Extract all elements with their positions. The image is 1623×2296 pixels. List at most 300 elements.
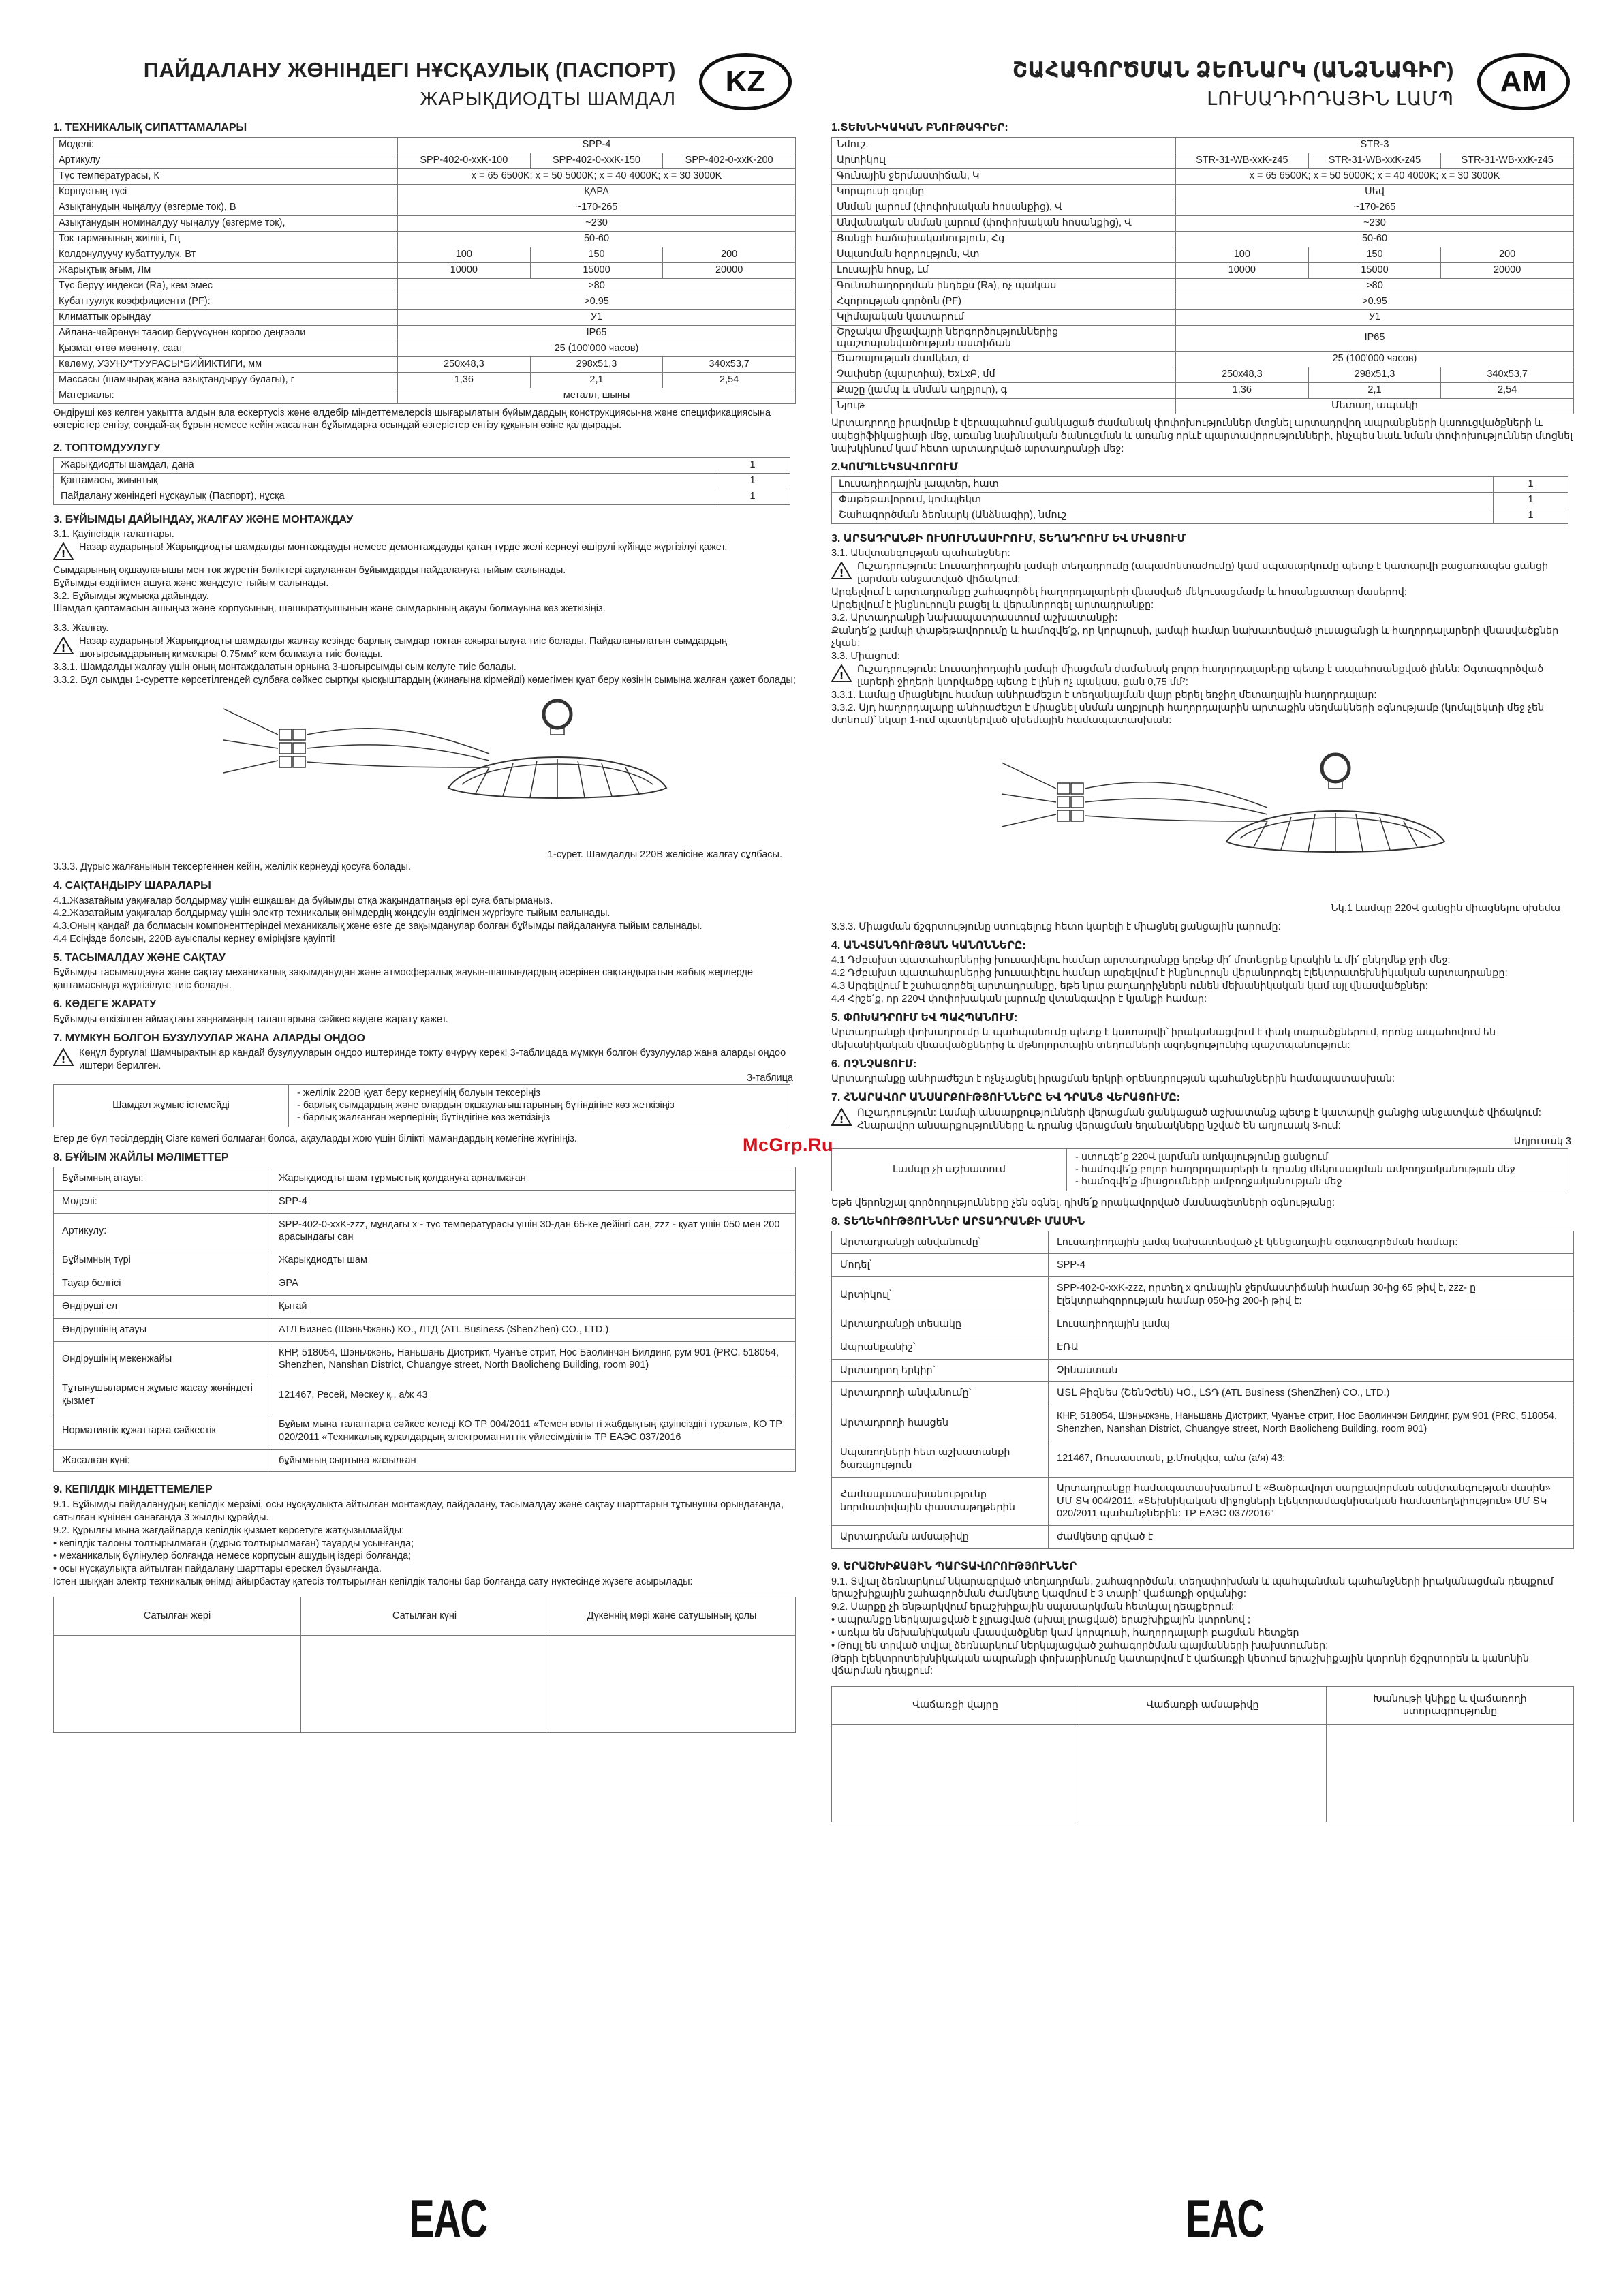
info-value: КНР, 518054, Шэньчжэнь, Наньшань Дистрикт, Чуанъе стрит, Нос Баолинчэн Билдинг, рум 901 (PRC, 518054, Shenzhen, Nanshan District, Chuangye street, North Baolicheng Building, room 901) xyxy=(270,1341,796,1377)
info-label: Արտադրանքի անվանումը՝ xyxy=(832,1231,1049,1254)
wiring-diagram xyxy=(831,733,1574,903)
kz-warning-3 xyxy=(53,1047,796,1073)
kz-p3f: 3.3.2. Бұл сымды 1-суретте көрсетілгендей сұлбаға сәйкес сыртқы қысқыштардың (жинағына кірмейді) көмегімен қуат беру көзінің сымына жалған қажет болады; xyxy=(53,674,796,686)
kz-wiring-figure xyxy=(53,692,796,849)
spec-value: ҚАРА xyxy=(398,184,796,200)
table-row xyxy=(54,457,790,473)
info-label: Моделі: xyxy=(54,1190,270,1213)
kz-product-info-table xyxy=(53,1167,796,1473)
pkg-qty: 1 xyxy=(1494,508,1568,523)
warning-icon xyxy=(831,560,857,583)
am-note: Արտադրողը իրավունք է վերապահում ցանկացած ժամանակ փոփոխություններ մտցնել արտադրվող ապրանքների կառուցվածքների և սպեցիֆիկացիայի մեջ, առանց նախնական ծանուցման և առանց որևէ պարտավորությունների, ինչպես նաև նման փոփոխություններ մտցնել նախկինում կամ հետո արտադրված արտադրանքի մեջ: xyxy=(831,417,1573,455)
fault-cell: Լամպը չի աշխատում xyxy=(832,1149,1067,1191)
kz-s1-heading: 1. ТЕХНИКАЛЫҚ СИПАТТАМАЛАРЫ xyxy=(53,122,247,134)
spec-label: Айлана-чөйрөнүн таасир берүүсүнөн коргоо деңгээли xyxy=(54,325,398,341)
info-value: ЭРА xyxy=(270,1272,796,1296)
table-row xyxy=(54,1190,796,1213)
remedy-cell: - желілік 220В қуат беру кернеуінің болуын тексеріңіз - барлық сымдардың және олардың оқшаулағыштарының бүтіндігіне көз жеткізіңіз - барлық жалғанған жерлерінің бүтіндігіне көз жеткізіңіз xyxy=(289,1085,790,1127)
spec-label: Չափսեր (պարտիա), ԵxԼxԲ, մմ xyxy=(832,367,1176,382)
am-p3g: 3.3.3. Միացման ճշգրտությունը ստուգելուց հետո կարելի է միացնել ցանցային լարումը: xyxy=(831,921,1281,932)
kz-spec-table xyxy=(53,137,796,404)
kz-p9: 9.2. Құрылғы мына жағдайларда кепілдік қызмет көрсетуге жатқызылмайды: xyxy=(53,1525,405,1536)
kz-s3-1: 3.1. Қауіпсіздік талаптары. xyxy=(53,529,174,540)
spec-label: Նմուշ. xyxy=(832,137,1176,153)
am-warning-3 xyxy=(831,1107,1574,1133)
spec-label: Լուսային հոսք, Լմ xyxy=(832,262,1176,278)
warning-text: Көңүл бургула! Шамчырактын ар кандай бузулууларын оңдоо иштеринде токту өчүрүү керек! 3-таблицада мүмкүн болгон бузулуулар жана аларды оңдоо иштери берилген. xyxy=(79,1047,786,1071)
warning-text: Назар аударыңыз! Жарықдиодты шамдалды монтаждауды немесе демонтаждауды қатаң түрде желі кернеуі өшірулі күйінде жүргізілуі қажет. xyxy=(79,542,728,553)
spec-label: Ցանցի հաճախականություն, Հց xyxy=(832,231,1176,247)
spec-value: 2,54 xyxy=(1441,382,1574,398)
spec-value: SPP-402-0-xxK-150 xyxy=(530,153,663,168)
info-value: ԷՌԱ xyxy=(1049,1336,1574,1359)
warranty-cell xyxy=(548,1636,795,1732)
spec-label: Անվանական սնման լարում (փոփոխական հոսանքից), Վ xyxy=(832,215,1176,231)
pkg-item: Շահագործման ձեռնարկ (Անձնագիր), նմուշ xyxy=(832,508,1494,523)
pkg-item: Լուսադիոդային լապտեր, հատ xyxy=(832,476,1494,492)
spec-label: Կորպուսի գույնը xyxy=(832,184,1176,200)
am-product-info-table xyxy=(831,1231,1574,1550)
table-row xyxy=(54,1377,796,1413)
info-value: Արտադրանքը համապատասխանում է «Ցածրավոլտ սարքավորման անվտանգության մասին» ՄՄ ՏԿ 004/2011, «Տեխնիկական միջոցների էլեկտրամագնիսական համատեղելիություն» ՄՄ ՏԿ 020/2011 պահանջներին: ТР ЕАЭС 037/2016" xyxy=(1049,1477,1574,1526)
kz-p9: • осы нұсқаулықта айтылған пайдалану шарттары ерескел бұзылғанда. xyxy=(53,1563,382,1575)
spec-value: 2,1 xyxy=(1308,382,1441,398)
eac-logo-am: EAC xyxy=(1186,2188,1264,2248)
am-p3f: 3.3.2. Այդ հաղորդալարը անհրաժեշտ է միացնել սնման աղբյուրի հաղորդալարին արտաքին սեղմակների օգնությամբ (կոմպլեկտի մեջ չեն մտնում)՝ նկար 1-ում պատկերված սխեմային համապատասխան: xyxy=(831,702,1545,726)
info-label: Бұйымның түрі xyxy=(54,1249,270,1272)
pkg-item: Փաթեթավորում, կոմպլեկտ xyxy=(832,492,1494,508)
kz-s8-heading: 8. БҰЙЫМ ЖАЙЛЫ МӘЛІМЕТТЕР xyxy=(53,1152,229,1164)
spec-value: 20000 xyxy=(663,262,796,278)
spec-value: x = 65 6500K; x = 50 5000K; x = 40 4000K; x = 30 3000K xyxy=(398,168,796,184)
spec-value: 200 xyxy=(1441,247,1574,262)
kz-p4a: 4.1.Жазатайым уақиғалар болдырмау үшін ешқашан да бұйымды отқа жақындатпаңыз әрі суға батырмаңыз. xyxy=(53,895,553,906)
info-label: Արտադրման ամսաթիվը xyxy=(832,1526,1049,1549)
spec-value: 250х48,3 xyxy=(1176,367,1309,382)
kz-s3-heading: 3. БҰЙЫМДЫ ДАЙЫНДАУ, ЖАЛҒАУ ЖӘНЕ МОНТАЖДАУ xyxy=(53,513,354,525)
spec-value: STR-31-WB-xxK-z45 xyxy=(1176,153,1309,168)
kz-p4b: 4.2.Жазатайым уақиғалар болдырмау үшін электр техникалық өнімдердің жөндеуін өздігімен жүргізуге тыйым салынады. xyxy=(53,908,610,919)
info-value: КНР, 518054, Шэньчжэнь, Наньшань Дистрикт, Чуанъе стрит, Нос Баолинчэн Билдинг, рум 901 (PRC, 518054, Shenzhen, Nanshan District, Chuangye street, North Baolicheng Building, room 901) xyxy=(1049,1405,1574,1441)
am-p3d: Քանդե՛ք լամպի փաթեթավորումը և համոզվե՛ք, որ կորպուսի, լամպի համար նախատեսված լուսացանցի և հաղորդալարերի վնասվածքներ չկան: xyxy=(831,625,1559,649)
warranty-header: Խանութի կնիքը և վաճառողի ստորագրությունը xyxy=(1373,1694,1527,1717)
kz-p3c: 3.2. Бұйымды жұмысқа дайындау. xyxy=(53,590,209,602)
warning-text: Ուշադրություն: Լուսադիոդային լամպի տեղադրումը (ապամոնտաժումը) կամ սպասարկումը պետք է կատարվի բացառապես ցանցի լարման անջատված վիճակում: xyxy=(857,561,1549,585)
info-label: Սպառողների հետ աշխատանքի ծառայություն xyxy=(832,1441,1049,1478)
spec-label: Ծառայության ժամկետ, ժ xyxy=(832,351,1176,367)
kz-title: ПАЙДАЛАНУ ЖӨНІНДЕГІ НҰСҚАУЛЫҚ (ПАСПОРТ) xyxy=(143,58,676,82)
kz-subtitle: ЖАРЫҚДИОДТЫ ШАМДАЛ xyxy=(420,88,676,109)
wiring-diagram xyxy=(53,692,796,849)
table-row xyxy=(54,1413,796,1449)
warranty-cell xyxy=(301,1636,548,1732)
spec-label: Климаттык орындау xyxy=(54,309,398,325)
spec-value: 10000 xyxy=(1176,262,1309,278)
spec-value: STR-31-WB-xxK-z45 xyxy=(1308,153,1441,168)
table-row xyxy=(54,1449,796,1472)
info-value: 121467, Ресей, Мәскеу қ., а/ж 43 xyxy=(270,1377,796,1413)
am-s8-heading: 8. ՏԵՂԵԿՈՒԹՅՈՒՆՆԵՐ ԱՐՏԱԴՐԱՆՔԻ ՄԱՍԻՆ xyxy=(831,1216,1085,1228)
am-s5-heading: 5. ՓՈԽԱԴՐՈՒՄ ԵՎ ՊԱՀՊԱՆՈՒՄ: xyxy=(831,1011,1018,1024)
spec-label: Գունային ջերմաստիճան, Կ xyxy=(832,168,1176,184)
info-label: Արտադրող երկիր՝ xyxy=(832,1359,1049,1382)
kz-p5: Бұйымды тасымалдауға және сақтау механикалық зақымданудан және атмосфералық жауын-шашындардың әсерінен сақтандыратын жабық жерлерде қаптамасында жүргізілуге тиіс болады. xyxy=(53,967,754,992)
am-p9: 9.2. Սարքը չի ենթարկվում երաշխիքային սպասարկման հետևյալ դեպքերում: xyxy=(831,1602,1235,1613)
spec-value: металл, шыны xyxy=(398,388,796,403)
kz-p3g: 3.3.3. Дұрыс жалғанынын тексергеннен кейін, желілік кернеуді қосуға болады. xyxy=(53,861,411,873)
spec-value: >80 xyxy=(398,278,796,294)
info-value: Լուսադիոդային լամպ նախատեսված չէ կենցաղային օգտագործման համար: xyxy=(1049,1231,1574,1254)
kz-figure-caption: 1-сурет. Шамдалды 220В желісіне жалғау сұлбасы. xyxy=(547,848,782,860)
spec-label: Հզորության գործոն (PF) xyxy=(832,294,1176,309)
warning-icon xyxy=(831,663,857,686)
spec-value: 15000 xyxy=(1308,262,1441,278)
am-s7-heading: 7. ՀՆԱՐԱՎՈՐ ԱՆՍԱՐՔՈՒԹՅՈՒՆՆԵՐԸ ԵՎ ԴՐԱՆՑ ՎԵՐԱՑՈՒՄԸ: xyxy=(831,1092,1181,1104)
info-label: Ապրանքանիշ՝ xyxy=(832,1336,1049,1359)
info-label: Нормативтік құжаттарға сәйкестік xyxy=(54,1413,270,1449)
pkg-qty: 1 xyxy=(715,457,790,473)
spec-value: Մետաղ, ապակի xyxy=(1176,398,1574,414)
am-p9: • Թույլ են տրված տվյալ ձեռնարկում ներկայացված շահագործման պայմանների խախտումներ: xyxy=(831,1640,1329,1651)
am-s3-3: 3.3. Միացում: xyxy=(831,651,900,662)
warranty-header: Վաճառքի վայրը xyxy=(832,1687,1079,1724)
warning-icon xyxy=(831,1107,857,1130)
am-badge: AM xyxy=(1477,53,1570,110)
kz-warning-2 xyxy=(53,635,796,661)
info-value: 121467, Ռուսաստան, ք.Մոսկվա, ա/ա (a/я) 43: xyxy=(1049,1441,1574,1478)
warning-text: Назар аударыңыз! Жарықдиодты шамдалды жалғау кезінде барлық сымдар токтан ажыратылуға тиіс болады. Пайдаланылатын сымдардың шоғырсымдарының қималары 0,75мм² кем болмауға тиіс болады. xyxy=(79,636,728,660)
table-row xyxy=(832,1477,1574,1526)
spec-value: 150 xyxy=(1308,247,1441,262)
kz-p3e: 3.3.1. Шамдалды жалғау үшін оның монтаждалатын орнына 3-шоғырсымды сым келуге тиіс болады. xyxy=(53,661,516,673)
spec-value: 298х51,3 xyxy=(1308,367,1441,382)
spec-label: Արտիկուլ xyxy=(832,153,1176,168)
am-p9: Թերի էլեկտրոտեխնիկական ապրանքի փոխարինումը կատարվում է վաճառքի կետում երաշխիքային կտրոնի ճշգրտորեն և կանոնին վճարման դեպքում: xyxy=(831,1653,1530,1677)
table-row xyxy=(54,473,790,489)
kz-p9: • кепілдік талоны толтырылмаған (дұрыс толтырылмаған) тауарды усынғанда; xyxy=(53,1537,414,1549)
kz-s2-heading: 2. ТОПТОМДУУЛУГУ xyxy=(53,442,161,455)
spec-value: 100 xyxy=(398,247,531,262)
spec-label: Материалы: xyxy=(54,388,398,403)
kz-p9: 9.1. Бұйымды пайдаланудың кепілдік мерзімі, осы нұсқаулықта айтылған монтаждау, пайдалану, тасымалдау және сақтау шарттарын тұтынушы орындағанда, сатылған күнінен санағанда 3 жылды құрайды. xyxy=(53,1499,784,1523)
spec-value: SPP-402-0-xxK-200 xyxy=(663,153,796,168)
info-label: Тауар белгісі xyxy=(54,1272,270,1296)
table-row xyxy=(54,1341,796,1377)
kz-s3-3: 3.3. Жалғау. xyxy=(53,623,109,634)
kz-s5-heading: 5. ТАСЫМАЛДАУ ЖӘНЕ САҚТАУ xyxy=(53,951,226,964)
eac-logo-kz: EAC xyxy=(409,2188,487,2248)
pkg-item: Пайдалану жөніндегі нұсқаулық (Паспорт), нұсқа xyxy=(54,489,715,504)
kz-s7-heading: 7. МҮМКҮН БОЛГОН БУЗУЛУУЛАР ЖАНА АЛАРДЫ ОҢДОО xyxy=(53,1032,365,1044)
am-subtitle: ԼՈՒՍԱԴԻՈԴԱՅԻՆ ԼԱՄՊ xyxy=(1207,88,1454,109)
info-label: Артикулу: xyxy=(54,1213,270,1249)
info-value: ԱՏԼ Բիզնես (ՇենՉժեն) ԿՕ., ԼՏԴ (ATL Business (ShenZhen) CO., LTD.) xyxy=(1049,1382,1574,1405)
info-label: Արտադրանքի տեսակը xyxy=(832,1313,1049,1336)
spec-value: 298х51,3 xyxy=(530,356,663,372)
info-label: Մոդել՝ xyxy=(832,1254,1049,1277)
am-table3-label: Աղյուսակ 3 xyxy=(1513,1136,1571,1148)
pkg-qty: 1 xyxy=(715,489,790,504)
am-title: ՇԱՀԱԳՈՐԾՄԱՆ ՁԵՌՆԱՐԿ (ԱՆՁՆԱԳԻՐ) xyxy=(1012,58,1454,82)
spec-label: Ток тармағының жиілігі, Гц xyxy=(54,231,398,247)
spec-label: Массасы (шамчырақ жана азықтандыруу булагы), г xyxy=(54,372,398,388)
info-label: Тұтынушылармен жұмыс жасау жөніндегі қызмет xyxy=(54,1377,270,1413)
kz-warning-1 xyxy=(53,541,796,564)
am-s3-heading: 3. ԱՐՏԱԴՐԱՆՔԻ ՈՒՍՈՒՄՆԱՍԻՐՈՒՄ, ՏԵՂԱԴՐՈՒՄ ԵՎ ՄԻԱՑՈՒՄ xyxy=(831,532,1186,545)
warning-text: Ուշադրություն: Լուսադիոդային լամպի միացման ժամանակ բոլոր հաղորդալարերը պետք է ապահոսանքված լինեն: Օգտագործված լարերի ջիղերի կտրվածքը պետք է լինի ոչ պակաս, քան 0,75 մմ²: xyxy=(857,664,1544,688)
table-row xyxy=(54,1167,796,1190)
table-row xyxy=(832,1382,1574,1405)
am-s4-heading: 4. ԱՆՎՏԱՆԳՈՒԹՅԱՆ ԿԱՆՈՆՆԵՐԸ: xyxy=(831,939,1026,951)
info-value: ժամկետը գրված է xyxy=(1049,1526,1574,1549)
warranty-header: Сатылған күні xyxy=(301,1597,548,1635)
spec-value: 50-60 xyxy=(1176,231,1574,247)
warning-icon xyxy=(53,635,79,658)
svg-text:!: ! xyxy=(839,567,844,580)
info-value: бұйымның сыртына жазылған xyxy=(270,1449,796,1472)
spec-value: ~170-265 xyxy=(398,200,796,215)
table-row xyxy=(54,1249,796,1272)
spec-value: SPP-402-0-xxK-100 xyxy=(398,153,531,168)
am-spec-table xyxy=(831,137,1574,414)
spec-value: >0.95 xyxy=(1176,294,1574,309)
spec-label: Жарықтық ағым, Лм xyxy=(54,262,398,278)
spec-value: 200 xyxy=(663,247,796,262)
spec-label: Түс беруу индекси (Ra), кем эмес xyxy=(54,278,398,294)
info-value: SPP-4 xyxy=(1049,1254,1574,1277)
am-wiring-figure xyxy=(831,733,1574,903)
am-warning-2 xyxy=(831,663,1574,689)
spec-value: SPP-4 xyxy=(398,137,796,153)
pkg-qty: 1 xyxy=(715,473,790,489)
spec-value: STR-31-WB-xxK-z45 xyxy=(1441,153,1574,168)
am-s3-1: 3.1. Անվտանգության պահանջներ: xyxy=(831,548,1010,560)
info-value: SPP-402-0-xxK-zzz, мұндағы x - түс температурасы үшін 30-дан 65-ке дейінгі сан, zzz - қуат үшін 050 мен 200 арасындағы сан xyxy=(270,1213,796,1249)
am-p7: Եթե վերոնշյալ գործողությունները չեն օգնել, դիմե՛ք որակավորված մասնագետների օգնությանը: xyxy=(831,1197,1335,1209)
spec-label: Көлөму, УЗУНУ*ТУУРАСЫ*БИЙИКТИГИ, мм xyxy=(54,356,398,372)
spec-value: 340х53,7 xyxy=(1441,367,1574,382)
spec-label: Նյութ xyxy=(832,398,1176,414)
info-label: Արտիկուլ՝ xyxy=(832,1277,1049,1313)
kz-p4d: 4.4 Есіңізде болсын, 220В ауыспалы кернеу өміріңізге қауіпті! xyxy=(53,934,335,945)
am-p4b: 4.2 Դժբախտ պատահարներից խուսափելու համար արգելվում է ինքնուրույն վերանորոգել էլեկտրատեխնիկական արտադրանքը: xyxy=(831,968,1508,979)
spec-label: Քաշը (լամպ և սնման աղբյուր), գ xyxy=(832,382,1176,398)
svg-text:!: ! xyxy=(839,670,844,683)
spec-value: У1 xyxy=(398,309,796,325)
spec-value: 100 xyxy=(1176,247,1309,262)
am-column xyxy=(831,48,1574,1822)
warranty-header: Վաճառքի ամսաթիվը xyxy=(1079,1687,1327,1724)
am-p9: • առկա են մեխանիկական վնասվածքներ կամ կորպուսի, հաղորդալարի բացման հետքեր xyxy=(831,1627,1299,1638)
am-p5: Արտադրանքի փոխադրումը և պահպանումը պետք է կատարվի՝ իրականացվում է փակ տարածքներում, որոնք ապահովում են մեխանիկական վնասվածքներից և մթնոլորտային տեղումների ազդեցությունից պաշտպանություն: xyxy=(831,1027,1496,1052)
table-row xyxy=(54,1318,796,1341)
kz-s6-heading: 6. КӘДЕГЕ ЖАРАТУ xyxy=(53,998,157,1011)
info-label: Համապատասխանությունը նորմատիվային փաստաթղթերին xyxy=(832,1477,1049,1526)
am-s6-heading: 6. ՈՉՆՉԱՑՈՒՄ: xyxy=(831,1058,917,1070)
spec-label: Түс температурасы, К xyxy=(54,168,398,184)
info-label: Өндірушінің мекенжайы xyxy=(54,1341,270,1377)
spec-label: Գունահաղորդման ինդեքս (Ra), ոչ պակաս xyxy=(832,278,1176,294)
spec-value: 2,1 xyxy=(530,372,663,388)
kz-troubleshoot-table xyxy=(53,1084,790,1127)
am-s2-heading: 2.ԿՈՄՊԼԵԿՏԱՎՈՐՈՒՄ xyxy=(831,461,959,474)
spec-label: Артикулу xyxy=(54,153,398,168)
kz-p4c: 4.3.Оның қандай да болмасын компоненттеріндеі механикалық және өзге де зақымданулар болған бұйымды пайдалануға тыйым салынады. xyxy=(53,921,702,932)
kz-note: Өндіруші көз келген уақытта алдын ала ескертусіз және әлдебір міндеттемелерсіз шығарылатын бұйымдардың конструкциясы-на және спецификациясына өзгерістер енгізу, сондай-ақ бұрын немесе кейін жасалған бұйымдарға осындай өзгерістер енгізу құқығын өзіне қалдырады. xyxy=(53,407,771,431)
am-s9-heading: 9. ԵՐԱՇԽԻՔԱՅԻՆ ՊԱՐՏԱՎՈՐՈՒԹՅՈՒՆՆԵՐ xyxy=(831,1561,1077,1573)
spec-value: STR-3 xyxy=(1176,137,1574,153)
kz-table3-label: 3-таблица xyxy=(746,1072,793,1084)
am-warranty-table xyxy=(831,1686,1574,1822)
kz-s9-heading: 9. КЕПІЛДІК МІНДЕТТЕМЕЛЕР xyxy=(53,1484,213,1496)
table-row xyxy=(832,508,1568,523)
spec-label: Կլիմայական կատարում xyxy=(832,309,1176,325)
kz-p7: Егер де бұл тәсілдердің Сізге көмегі болмаған болса, ақауларды жою үшін білікті мамандардың көмегіне жүгініңіз. xyxy=(53,1133,577,1145)
am-p4a: 4.1 Դժբախտ պատահարներից խուսափելու համար արտադրանքը երբեք մի՛ մոտեցրեք կրակին և մի՛ ընկղմեք ջրի մեջ: xyxy=(831,955,1451,966)
table-row xyxy=(832,1336,1574,1359)
am-warning-1 xyxy=(831,560,1574,586)
spec-value: У1 xyxy=(1176,309,1574,325)
spec-value: 2,54 xyxy=(663,372,796,388)
table-row xyxy=(54,1295,796,1318)
warranty-cell xyxy=(1079,1725,1327,1822)
kz-p9: Істен шыққан электр техникалық өнімді айырбастау қатесіз толтырылған кепілдік талоны бар болғанда сату нүктесінде жүзеге асырылады: xyxy=(53,1576,693,1588)
spec-value: 25 (100'000 часов) xyxy=(398,341,796,356)
info-label: Бұйымның атауы: xyxy=(54,1167,270,1190)
warranty-header: Сатылған жері xyxy=(54,1597,301,1635)
spec-value: 20000 xyxy=(1441,262,1574,278)
spec-value: 1,36 xyxy=(398,372,531,388)
spec-label: Азықтанудың чыңалуу (өзгерме ток), В xyxy=(54,200,398,215)
spec-label: Моделі: xyxy=(54,137,398,153)
pkg-qty: 1 xyxy=(1494,492,1568,508)
spec-value: 10000 xyxy=(398,262,531,278)
info-value: Қытай xyxy=(270,1295,796,1318)
table-row xyxy=(54,489,790,504)
pkg-item: Жарықдиодты шамдал, дана xyxy=(54,457,715,473)
am-package-table xyxy=(831,476,1568,524)
spec-value: Սեվ xyxy=(1176,184,1574,200)
kz-badge: KZ xyxy=(699,53,792,110)
spec-value: IP65 xyxy=(1176,325,1574,351)
spec-value: ~230 xyxy=(1176,215,1574,231)
table-row xyxy=(832,1254,1574,1277)
info-value: АТЛ Бизнес (ШэньЧжэнь) КО., ЛТД (ATL Business (ShenZhen) CO., LTD.) xyxy=(270,1318,796,1341)
pkg-item: Қаптамасы, жиынтық xyxy=(54,473,715,489)
spec-label: Колдонулуучу кубаттуулук, Вт xyxy=(54,247,398,262)
am-p6: Արտադրանքը անհրաժեշտ է ոչնչացնել իրացման երկրի օրենսդրության պահանջներին համապատասխան: xyxy=(831,1073,1395,1085)
spec-value: >80 xyxy=(1176,278,1574,294)
table-row xyxy=(832,1231,1574,1254)
warning-icon xyxy=(53,1047,79,1070)
table-row xyxy=(832,1526,1574,1549)
table-row xyxy=(832,1441,1574,1478)
watermark: McGrp.Ru xyxy=(743,1135,834,1155)
table-row xyxy=(54,1213,796,1249)
spec-label: Кубаттуулук коэффициенти (PF): xyxy=(54,294,398,309)
svg-text:!: ! xyxy=(61,642,66,655)
table-row xyxy=(832,1277,1574,1313)
table-row xyxy=(832,1359,1574,1382)
info-value: Չինաստան xyxy=(1049,1359,1574,1382)
kz-p3d: Шамдал қаптамасын ашыңыз және корпусының, шашыратқышының және сымдарының ақауы болмауына көз жеткізіңіз. xyxy=(53,603,606,615)
kz-p6: Бұйымды өткізілген аймақтағы заңнамаңың талаптарына сәйкес кәдеге жарату қажет. xyxy=(53,1013,448,1025)
table-row xyxy=(54,1272,796,1296)
spec-label: Азықтанудың номиналдуу чыңалуу (өзгерме ток), xyxy=(54,215,398,231)
am-troubleshoot-table xyxy=(831,1148,1568,1191)
spec-value: 15000 xyxy=(530,262,663,278)
am-p4d: 4.4 Հիշե՛ք, որ 220Վ փոփոխական լարումը վտանգավոր է կյանքի համար: xyxy=(831,993,1207,1005)
am-s1-heading: 1.ՏԵԽՆԻԿԱԿԱՆ ԲՆՈՒԹԱԳՐԵՐ: xyxy=(831,122,1008,134)
spec-value: >0.95 xyxy=(398,294,796,309)
info-label: Արտադրողի հասցեն xyxy=(832,1405,1049,1441)
table-row xyxy=(832,492,1568,508)
am-p4c: 4.3 Արգելվում է շահագործել արտադրանքը, եթե նրա բաղադրիչներն ունեն մեխանիկական կամ այլ վնասվածքներ: xyxy=(831,981,1428,992)
am-p9: 9.1. Տվյալ ձեռնարկում նկարագրված տեղադրման, շահագործման, տեղափոխման և պահպանման պահանջների իրականացման դեպքում երաշխիքային շահագործման ժամկետը կազմում է 3 տարի՝ վաճառքի օրվանից: xyxy=(831,1576,1554,1600)
remedy-cell: - ստուգե՛ք 220Վ լարման առկայությունը ցանցում - համոզվե՛ք բոլոր հաղորդալարերի և դրանց մեկուսացման ամբողջականության մեջ - համոզվե՛ք միացումների ամբողջականության մեջ xyxy=(1067,1149,1568,1191)
svg-text:!: ! xyxy=(61,1054,66,1067)
am-header xyxy=(831,48,1574,116)
table-row xyxy=(832,1405,1574,1441)
am-p3e: 3.3.1. Լամպը միացնելու համար անհրաժեշտ է տեղակայման վայր բերել եռջիղ մետաղային հաղորդալար: xyxy=(831,689,1377,701)
kz-header xyxy=(53,48,796,116)
spec-value: IP65 xyxy=(398,325,796,341)
spec-value: 150 xyxy=(530,247,663,262)
info-label: Жасалған күні: xyxy=(54,1449,270,1472)
am-p3b: Արգելվում է ինքնուրույն բացել և վերանորոգել արտադրանքը: xyxy=(831,599,1154,611)
am-p9: • ապրանքը ներկայացված է չլրացված (սխալ լրացված) երաշխիքային կտրոնով ; xyxy=(831,1614,1251,1626)
kz-p9: • механикалық бүлінулер болғанда немесе корпусын ашудың іздері болғанда; xyxy=(53,1550,412,1562)
table-row xyxy=(832,1313,1574,1336)
spec-label: Սպառման հզորություն, Վտ xyxy=(832,247,1176,262)
warranty-cell xyxy=(832,1725,1079,1822)
warranty-cell xyxy=(54,1636,301,1732)
warranty-header: Дүкеннің мөрі және сатушының қолы xyxy=(587,1610,757,1621)
am-figure-caption: Նկ.1 Լամպը 220Վ ցանցին միացնելու սխեմա xyxy=(1331,903,1560,915)
warranty-cell xyxy=(1327,1725,1573,1822)
kz-column xyxy=(53,48,796,1733)
spec-value: 1,36 xyxy=(1176,382,1309,398)
svg-text:!: ! xyxy=(61,548,66,561)
spec-value: x = 65 6500K; x = 50 5000K; x = 40 4000K; x = 30 3000K xyxy=(1176,168,1574,184)
warning-text: Ուշադրություն: Լամպի անսարքությունների վերացման ցանկացած աշխատանք պետք է կատարվի ցանցից անջատված վիճակում: Հնարավոր անսարքությունները և դրանց վերացման եղանակները նշված են աղյուսակ 3-ում: xyxy=(857,1107,1541,1131)
svg-text:!: ! xyxy=(839,1113,844,1126)
kz-package-table xyxy=(53,457,790,505)
spec-value: ~170-265 xyxy=(1176,200,1574,215)
spec-value: 250х48,3 xyxy=(398,356,531,372)
spec-value: 25 (100'000 часов) xyxy=(1176,351,1574,367)
info-value: Жарықдиодты шам xyxy=(270,1249,796,1272)
spec-label: Շրջակա միջավայրի ներգործություններից պաշտպանվածության աստիճան xyxy=(832,325,1176,351)
info-value: Жарықдиодты шам тұрмыстық қолдануға арналмаған xyxy=(270,1167,796,1190)
spec-label: Սնման լարում (փոփոխական հոսանքից), Վ xyxy=(832,200,1176,215)
info-label: Արտադրողի անվանումը՝ xyxy=(832,1382,1049,1405)
table-row xyxy=(832,1149,1568,1191)
spec-label: Корпустың түсі xyxy=(54,184,398,200)
info-value: SPP-402-0-xxK-zzz, որտեղ x գունային ջերմաստիճանի համար 30-ից 65 թիվ է, zzz- ը էլեկտրահզորության համար 050-ից 200-ի թիվ է: xyxy=(1049,1277,1574,1313)
info-value: Бұйым мына талаптарға сәйкес келеді КО ТР 004/2011 «Темен вольтті жабдықтың қауіпсіздігі туралы», КО ТР 020/2011 «Техникалық құралдардың электромагниттік үйлесімділігі» ТР ЕАЭС 037/2016 xyxy=(270,1413,796,1449)
info-label: Өндіруші ел xyxy=(54,1295,270,1318)
info-label: Өндірушінің атауы xyxy=(54,1318,270,1341)
fault-cell: Шамдал жұмыс істемейді xyxy=(54,1085,289,1127)
spec-label: Қызмат өтөө мөөнөтү, саат xyxy=(54,341,398,356)
info-value: SPP-4 xyxy=(270,1190,796,1213)
warning-icon xyxy=(53,541,79,564)
table-row xyxy=(832,476,1568,492)
kz-s4-heading: 4. САҚТАНДЫРУ ШАРАЛАРЫ xyxy=(53,880,211,892)
kz-warranty-table xyxy=(53,1597,796,1733)
spec-value: 50-60 xyxy=(398,231,796,247)
